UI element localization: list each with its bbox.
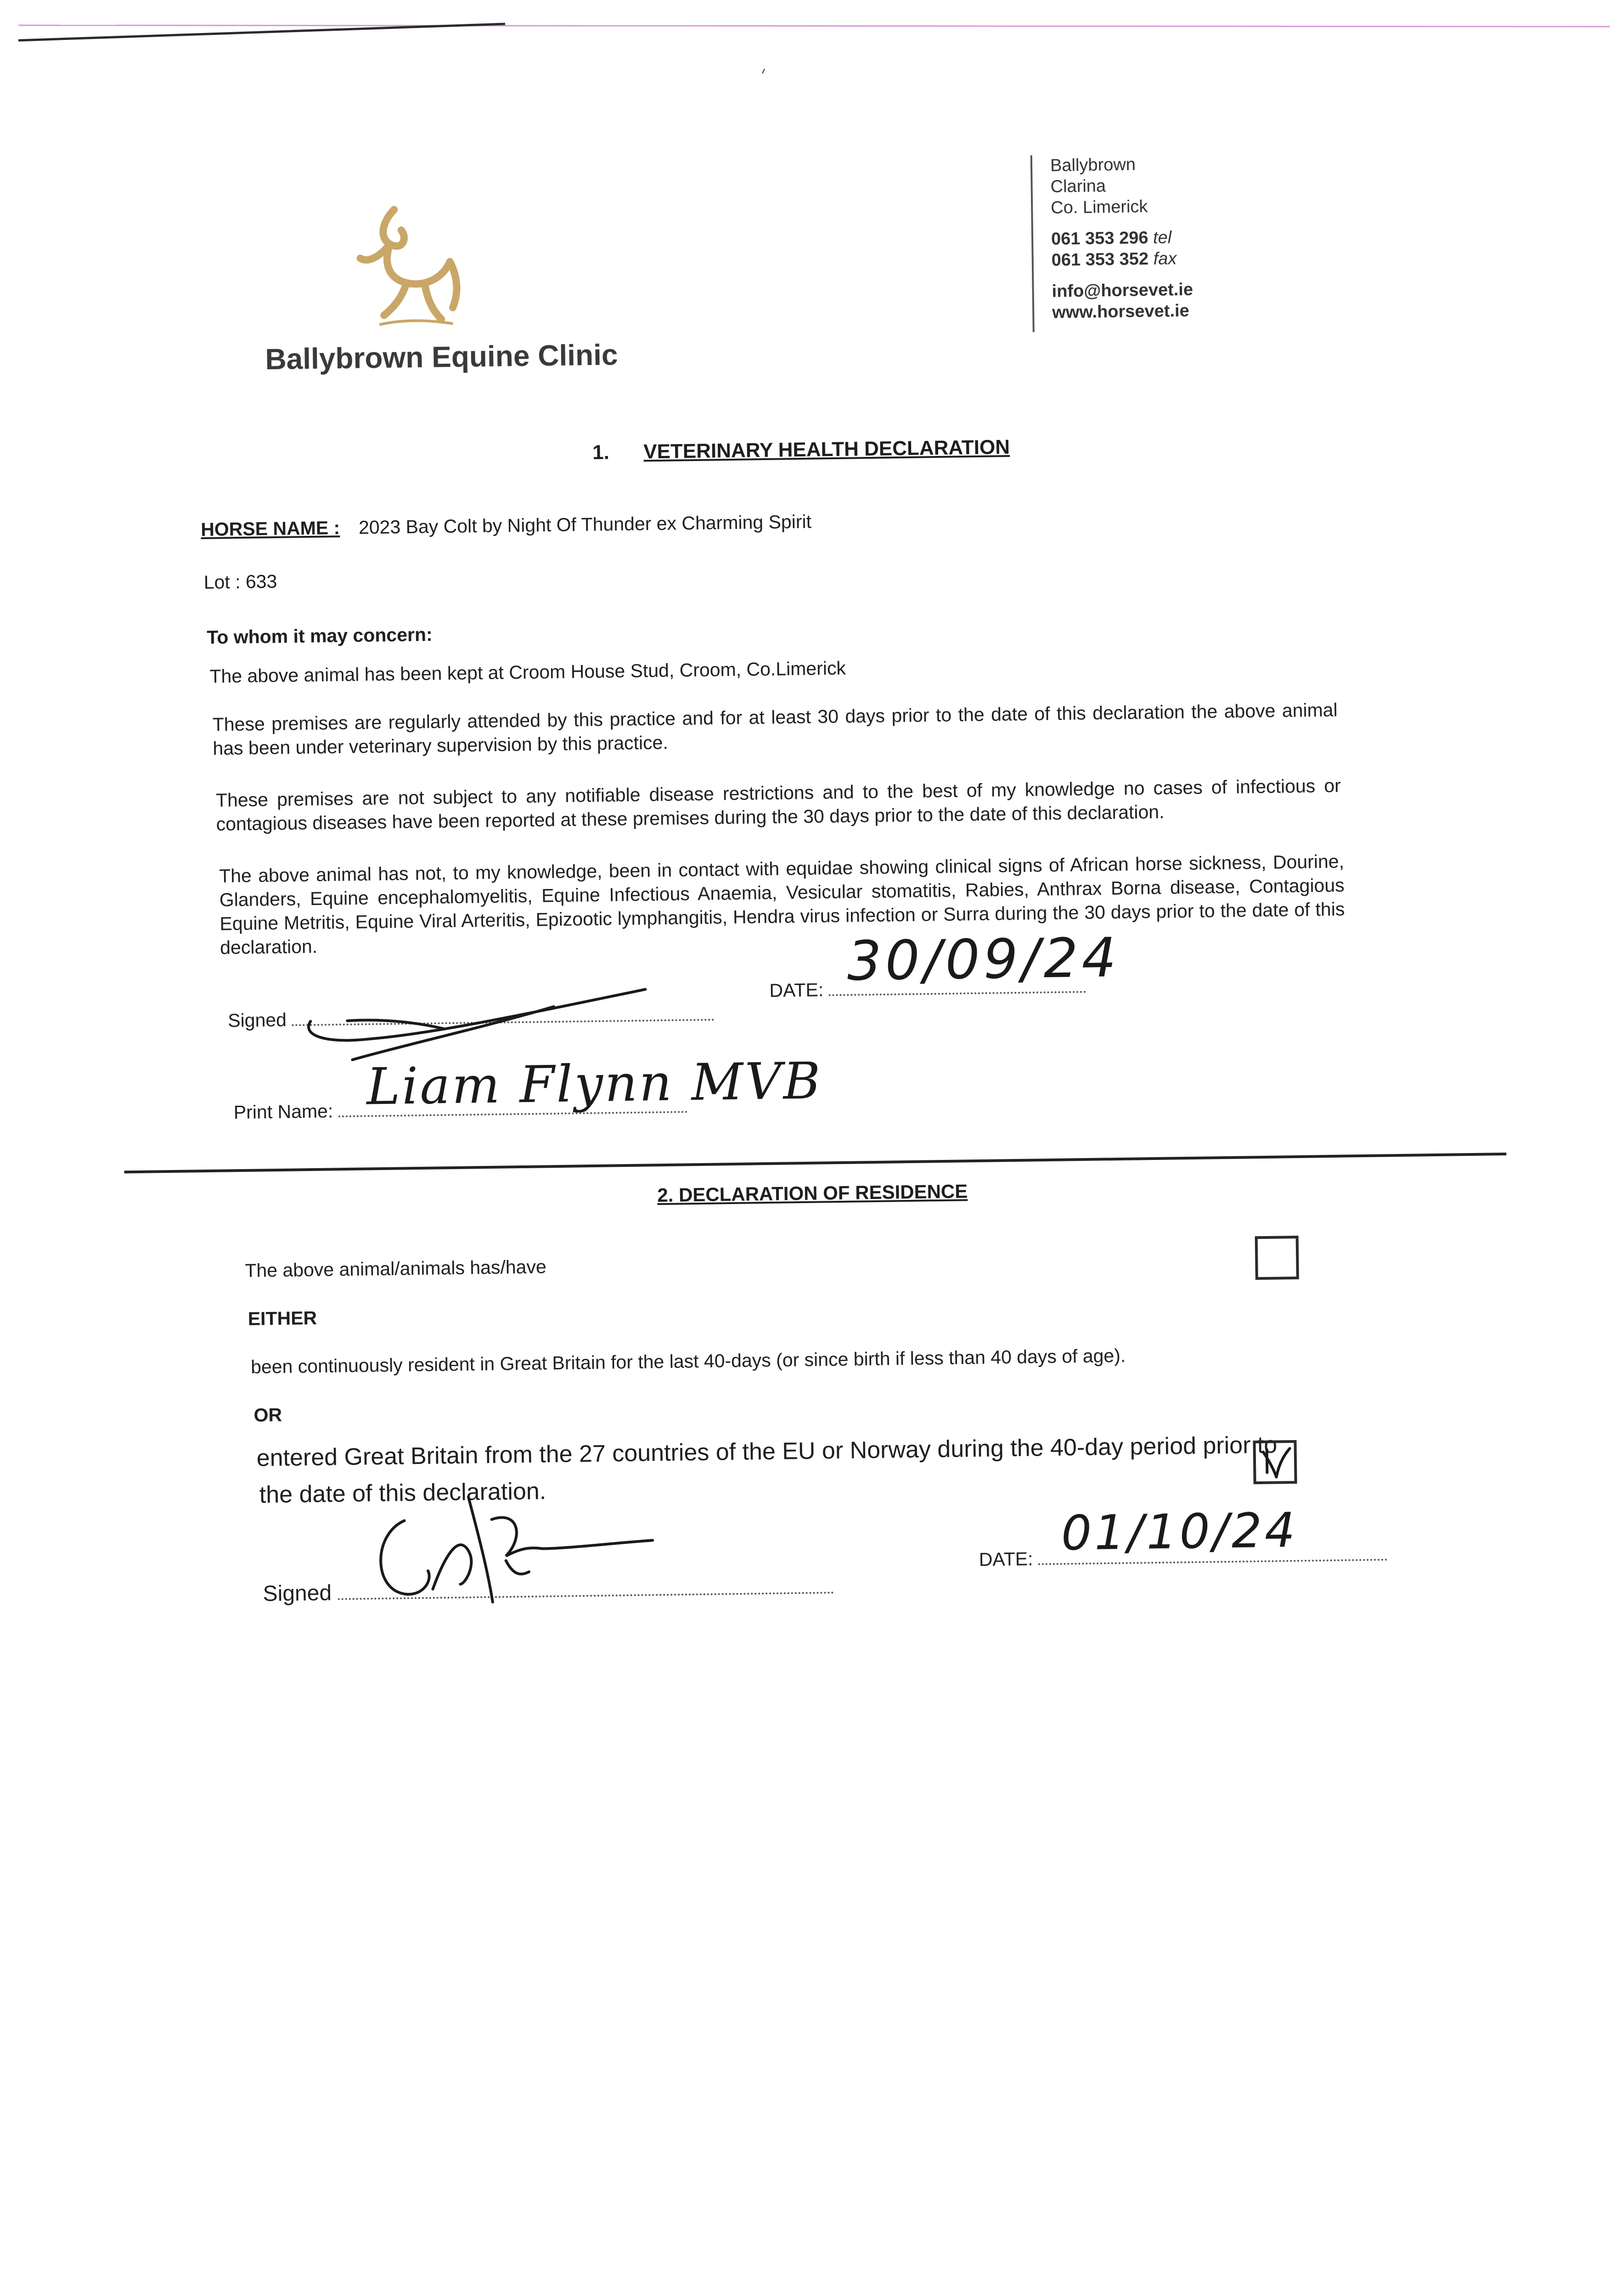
or-label: OR	[253, 1404, 282, 1426]
tel-number: 061 353 296	[1051, 228, 1148, 249]
clinic-website[interactable]: www.horsevet.ie	[1052, 301, 1189, 322]
option1-checkbox[interactable]	[1255, 1236, 1299, 1280]
horse-logo-icon	[350, 192, 472, 332]
horse-name-label: HORSE NAME :	[200, 517, 340, 540]
section2-date-label: DATE:	[979, 1548, 1033, 1570]
horse-name-line	[201, 510, 811, 541]
section1-date-value: 30/09/24	[846, 925, 1120, 993]
tel-line	[1051, 227, 1193, 250]
section2-heading: 2. DECLARATION OF RESIDENCE	[657, 1180, 968, 1206]
print-name-value: Liam Flynn MVB	[366, 1051, 823, 1116]
section1-number: 1.	[592, 441, 610, 464]
paragraph-supervision: These premises are regularly attended by this practice and for at least 30 days prior to the date of this declaration the above animal has been under veterinary supervision by this practice.	[212, 699, 1338, 759]
address-line-1: Ballybrown	[1050, 155, 1136, 175]
tel-label: tel	[1153, 228, 1172, 248]
paragraph-no-contact: The above animal has not, to my knowledge, been in contact with equidae showing clinical signs of African horse sickness, Dourine, Glanders, Equine encephalomyelitis, Equine Infectious Anaemia, Vesicular stomatitis, Rabies, Anthrax Borna disease, Contagious Equine Metritis, Equine Viral Arteritis, Epizootic lymphangitis, Hendra virus infection or Surra during the 30 days prior to the date of this declaration.	[219, 850, 1345, 958]
letterhead-divider	[1030, 155, 1035, 332]
horse-name-value: 2023 Bay Colt by Night Of Thunder ex Charming Spirit	[358, 511, 812, 538]
clinic-name: Ballybrown Equine Clinic	[265, 338, 618, 376]
option2-text-line2: the date of this declaration.	[259, 1478, 546, 1508]
section1-date-label: DATE:	[769, 979, 824, 1001]
section2-signed-label: Signed	[263, 1581, 332, 1606]
owner-signature	[353, 1467, 667, 1618]
section2-date-value: 01/10/24	[1061, 1502, 1298, 1561]
section-divider	[124, 1153, 1507, 1173]
section1-heading	[592, 436, 1010, 464]
section2-intro: The above animal/animals has/have	[245, 1256, 547, 1281]
print-name-label: Print Name:	[233, 1100, 333, 1123]
fax-number: 061 353 352	[1051, 249, 1149, 270]
clinic-email[interactable]: info@horsevet.ie	[1052, 280, 1193, 301]
option2-text-line1: entered Great Britain from the 27 countries of the EU or Norway during the 40-day period prior to	[256, 1431, 1278, 1472]
address-line-3: Co. Limerick	[1050, 197, 1148, 218]
lot-number: Lot : 633	[203, 570, 277, 593]
paragraph-kept-at: The above animal has been kept at Croom House Stud, Croom, Co.Limerick	[209, 657, 846, 687]
address-line-2: Clarina	[1050, 176, 1106, 197]
clinic-address	[1050, 153, 1193, 323]
fax-label: fax	[1153, 249, 1177, 269]
option1-text: been continuously resident in Great Britain for the last 40-days (or since birth if less than 40 days of age).	[250, 1345, 1126, 1378]
either-label: EITHER	[248, 1307, 317, 1329]
option2-check-mark-icon	[1258, 1445, 1295, 1482]
fax-line	[1051, 248, 1193, 271]
section1-signed-label: Signed	[227, 1009, 287, 1031]
salutation: To whom it may concern:	[207, 624, 433, 648]
paragraph-no-restrictions: These premises are not subject to any notifiable disease restrictions and to the best of my knowledge no cases of infectious or contagious diseases have been reported at these premises during the 30 days prior to the date of this declaration.	[215, 775, 1341, 835]
section1-title: VETERINARY HEALTH DECLARATION	[643, 435, 1010, 463]
